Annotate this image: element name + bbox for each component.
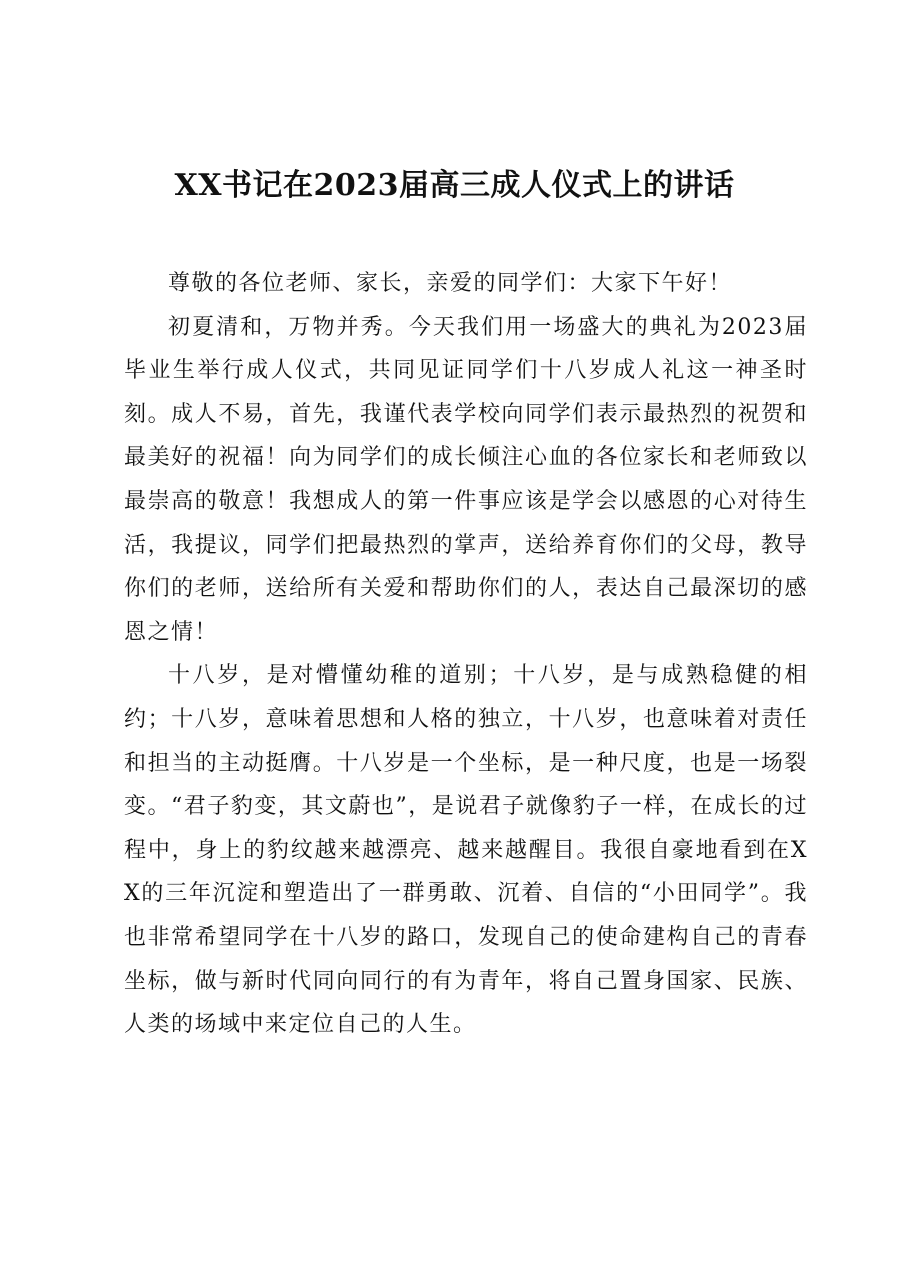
document-title: XX书记在2023届高三成人仪式上的讲话 — [174, 168, 735, 203]
paragraph-opening: 初夏清和，万物并秀。今天我们用一场盛大的典礼为2023届毕业生举行成人仪式，共同见证同学们十八岁成人礼这一神圣时刻。成人不易，首先，我谨代表学校向同学们表示最热烈的祝贺和最美好的祝福！向为同学们的成长倾注心血的各位家长和老师致以最崇高的敬意！我想成人的第一件事应该是学会以感恩的心对待生活，我提议，同学们把最热烈的掌声，送给养育你们的父母，教导你们的老师，送给所有关爱和帮助你们的人，表达自己最深切的感恩之情！ — [124, 314, 808, 645]
document-body — [124, 262, 808, 1047]
paragraph-greeting: 尊敬的各位老师、家长，亲爱的同学们：大家下午好！ — [168, 271, 733, 296]
paragraph-eighteen: 十八岁，是对懵懂幼稚的道别；十八岁，是与成熟稳健的相约；十八岁，意味着思想和人格的独立，十八岁，也意味着对责任和担当的主动挺膺。十八岁是一个坐标，是一种尺度，也是一场裂变。“君子豹变，其文蔚也”，是说君子就像豹子一样，在成长的过程中，身上的豹纹越来越漂亮、越来越醒目。我很自豪地看到在XX的三年沉淀和塑造出了一群勇敢、沉着、自信的“小田同学”。我也非常希望同学在十八岁的路口，发现自己的使命建构自己的青春坐标，做与新时代同向同行的有为青年，将自己置身国家、民族、人类的场域中来定位自己的人生。 — [124, 663, 808, 1038]
